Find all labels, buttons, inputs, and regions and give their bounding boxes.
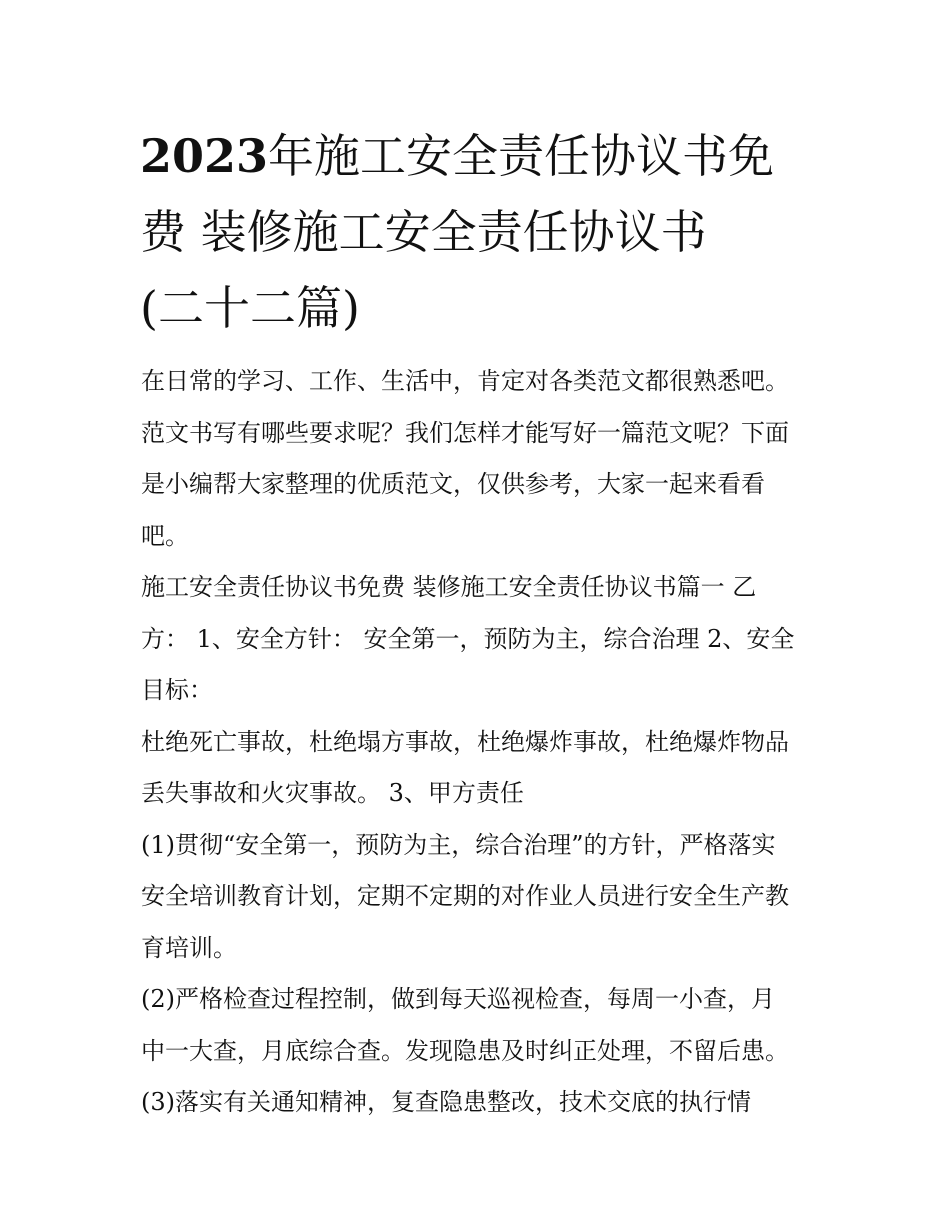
body-line-1: 在日常的学习、工作、生活中，肯定对各类范文都很熟悉吧。 <box>141 367 789 395</box>
body-line-4: 吧。 <box>141 521 189 550</box>
body-line-11: 安全培训教育计划，定期不定期的对作业人员进行安全生产教 <box>141 882 789 910</box>
body-line-6: 方： 1、安全方针： 安全第一，预防为主，综合治理 2、安全 <box>141 624 795 653</box>
document-title <box>140 118 830 346</box>
title-line-2: 费 装修施工安全责任协议书 <box>140 205 707 259</box>
body-line-9: 丢失事故和火灾事故。 3、甲方责任 <box>141 779 524 807</box>
body-line-7: 目标： <box>141 676 213 704</box>
body-line-13: (2)严格检查过程控制，做到每天巡视检查，每周一小查，月 <box>141 985 775 1013</box>
body-line-12: 育培训。 <box>141 933 237 962</box>
body-line-15: (3)落实有关通知精神，复查隐患整改，技术交底的执行情 <box>141 1088 751 1116</box>
document-body <box>141 356 831 1129</box>
body-line-2: 范文书写有哪些要求呢？我们怎样才能写好一篇范文呢？下面 <box>141 418 789 447</box>
body-line-10: (1)贯彻“安全第一，预防为主，综合治理”的方针，严格落实 <box>141 830 776 859</box>
body-line-8: 杜绝死亡事故，杜绝塌方事故，杜绝爆炸事故，杜绝爆炸物品 <box>141 727 789 756</box>
body-line-14: 中一大查，月底综合查。发现隐患及时纠正处理，不留后患。 <box>141 1036 789 1065</box>
body-line-5: 施工安全责任协议书免费 装修施工安全责任协议书篇一 乙 <box>141 573 757 601</box>
title-year: 2023 <box>140 129 269 183</box>
title-line-1: 2023年施工安全责任协议书免 <box>140 129 775 183</box>
title-line-3: (二十二篇) <box>140 281 360 335</box>
body-line-3: 是小编帮大家整理的优质范文，仅供参考，大家一起来看看 <box>141 470 765 498</box>
